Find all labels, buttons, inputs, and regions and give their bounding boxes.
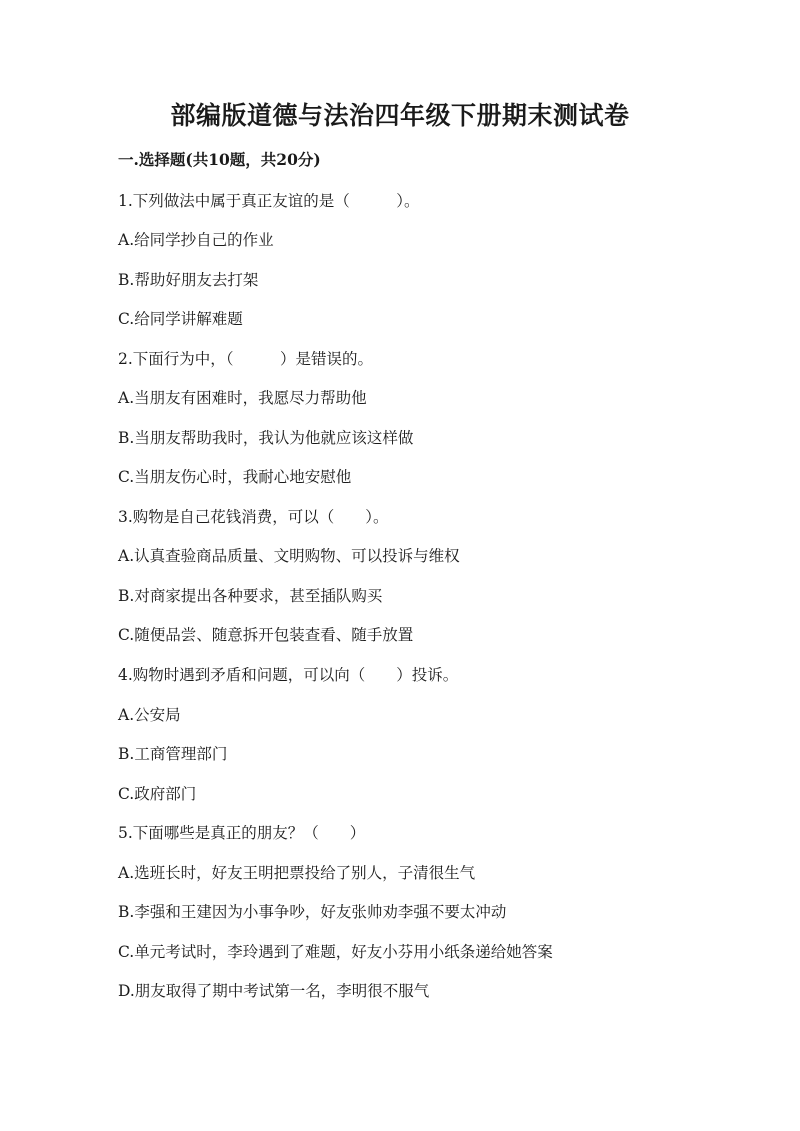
question-1-option-c: C.给同学讲解难题 (118, 310, 243, 328)
question-1-option-b: B.帮助好朋友去打架 (118, 271, 259, 289)
question-2-option-c: C.当朋友伤心时，我耐心地安慰他 (118, 468, 352, 486)
question-2-stem: 2.下面行为中，（ ）是错误的。 (118, 350, 374, 368)
question-5-option-b: B.李强和王建因为小事争吵，好友张帅劝李强不要太冲动 (118, 903, 507, 921)
question-3-stem: 3.购物是自己花钱消费，可以（ ）。 (118, 508, 389, 526)
question-2-option-b: B.当朋友帮助我时，我认为他就应该这样做 (118, 429, 414, 447)
question-4-stem: 4.购物时遇到矛盾和问题，可以向（ ）投诉。 (118, 666, 459, 684)
question-3-option-c: C.随便品尝、随意拆开包装查看、随手放置 (118, 626, 414, 644)
question-4-option-b: B.工商管理部门 (118, 745, 228, 763)
question-5-stem: 5.下面哪些是真正的朋友？（ ） (118, 824, 366, 842)
question-5-option-a: A.选班长时，好友王明把票投给了别人，子清很生气 (118, 864, 476, 882)
question-1-option-a: A.给同学抄自己的作业 (118, 231, 274, 249)
question-2-option-a: A.当朋友有困难时，我愿尽力帮助他 (118, 389, 367, 407)
section-heading: 一.选择题(共10题，共20分) (118, 150, 321, 169)
question-5-option-d: D.朋友取得了期中考试第一名，李明很不服气 (118, 982, 430, 1000)
question-4-option-c: C.政府部门 (118, 785, 197, 803)
question-3-option-a: A.认真查验商品质量、文明购物、可以投诉与维权 (118, 547, 460, 565)
exam-title: 部编版道德与法治四年级下册期末测试卷 (170, 101, 630, 130)
question-3-option-b: B.对商家提出各种要求，甚至插队购买 (118, 587, 383, 605)
question-4-option-a: A.公安局 (118, 706, 181, 724)
question-5-option-c: C.单元考试时，李玲遇到了难题，好友小芬用小纸条递给她答案 (118, 943, 553, 961)
question-1-stem: 1.下列做法中属于真正友谊的是（ ）。 (118, 192, 420, 210)
